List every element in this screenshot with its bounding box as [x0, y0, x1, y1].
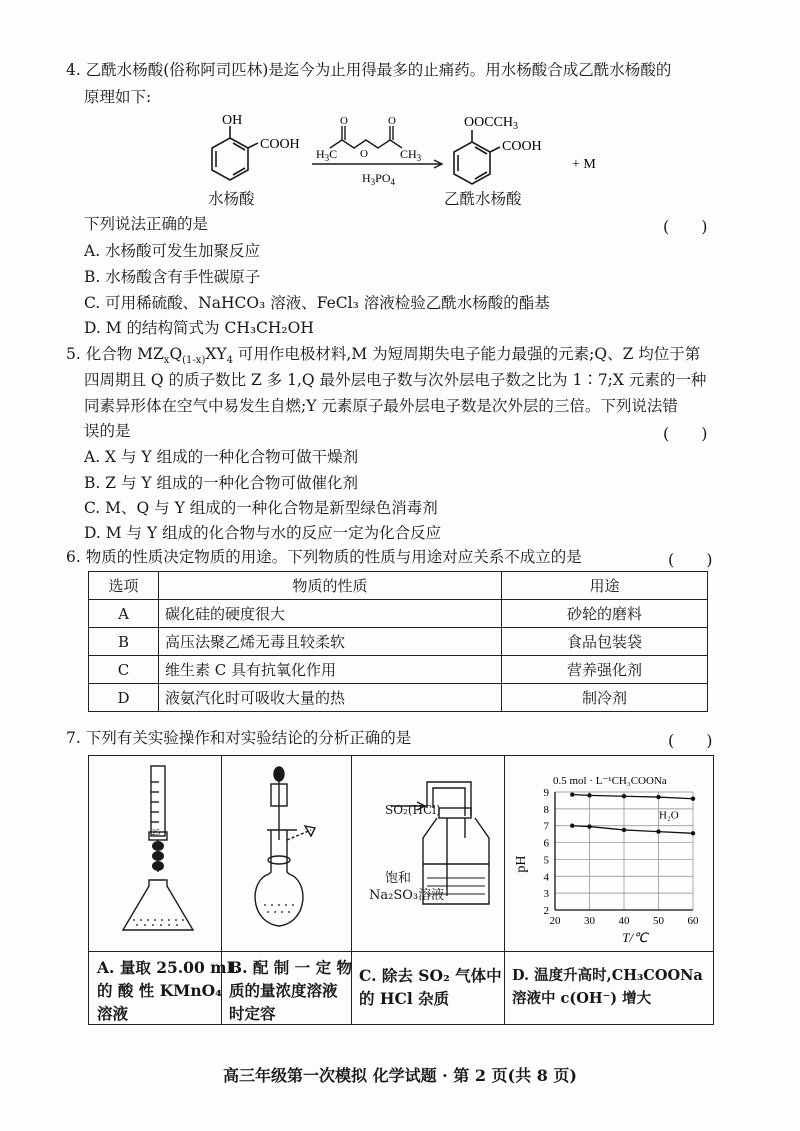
- header-option: 选项: [89, 572, 159, 600]
- product-cooh-label: COOH: [502, 139, 542, 154]
- table-row: [89, 628, 708, 656]
- row-c-option: C: [89, 656, 159, 684]
- q5-stem-line2: 四周期且 Q 的质子数比 Z 多 1,Q 最外层电子数与次外层电子数之比为 1∶7;X 元素的一种: [84, 371, 707, 389]
- q4-option-d[interactable]: D. M 的结构简式为 CH₃CH₂OH: [84, 319, 314, 337]
- row-b-property: 高压法聚乙烯无毒且较柔软: [159, 628, 502, 656]
- series-point-0: [587, 793, 591, 797]
- svg-text:O: O: [360, 148, 368, 160]
- row-d-use: 制冷剂: [502, 684, 708, 712]
- caption-d[interactable]: D. 温度升高时,CH₃COONa 溶液中 c(OH⁻) 增大: [512, 967, 703, 1007]
- y-tick-label: 4: [543, 871, 549, 884]
- reactant-oh-label: OH: [222, 113, 243, 128]
- series-point-0: [691, 797, 695, 801]
- svg-text:O: O: [388, 115, 396, 127]
- burette-flask-illustration: [109, 762, 209, 948]
- table-row: [89, 600, 708, 628]
- q5-stem-line3: 同素异形体在空气中易发生自燃;Y 元素原子最外层电子数是次外层的三倍。下列说法错: [84, 397, 678, 415]
- table-row: [89, 656, 708, 684]
- row-d-property: 液氨汽化时可吸收大量的热: [159, 684, 502, 712]
- q4-stem-line1: 4. 乙酰水杨酸(俗称阿司匹林)是迄今为止用得最多的止痛药。用水杨酸合成乙酰水杨酸的: [66, 61, 672, 79]
- caption-a[interactable]: A. 量取 25.00 mL 的 酸 性 KMnO₄ 溶液: [97, 958, 238, 1023]
- chart-ylabel: pH: [514, 855, 529, 873]
- q5-stem-line1: 5. 化合物 $MZ_xQ_{(1-x)}XY_4$ 可用作电极材料,M 为短周期失电子能力最强的元素;Q、Z 均位于第: [66, 345, 701, 367]
- q6-stem: 6. 物质的性质决定物质的用途。下列物质的性质与用途对应关系不成立的是: [66, 548, 582, 566]
- reactant-cooh-label: COOH: [260, 137, 300, 152]
- x-tick-label: 60: [687, 915, 699, 927]
- series-label-1: H₂O: [659, 809, 679, 822]
- y-tick-label: 8: [543, 803, 549, 816]
- x-tick-label: 50: [653, 915, 664, 927]
- page-footer: 高三年级第一次模拟 化学试题 · 第 2 页(共 8 页): [223, 1066, 577, 1085]
- reactant-name: 水杨酸: [208, 190, 255, 208]
- product-name: 乙酰水杨酸: [444, 190, 522, 208]
- y-tick-label: 2: [543, 905, 549, 917]
- series-point-1: [587, 824, 591, 828]
- reagent-right-label: $CH_3$: [400, 147, 422, 163]
- reagent-left-label: $H_3C$: [316, 147, 338, 163]
- x-tick-label: 20: [549, 915, 561, 927]
- svg-text:O: O: [340, 115, 348, 127]
- header-use: 用途: [502, 572, 708, 600]
- solution-label-1: 饱和: [385, 871, 412, 886]
- q7-stem: 7. 下列有关实验操作和对实验结论的分析正确的是: [66, 729, 412, 747]
- series-point-1: [656, 829, 660, 833]
- q5-option-a[interactable]: A. X 与 Y 组成的一种化合物可做干燥剂: [84, 448, 359, 466]
- q5-answer-paren[interactable]: ( ): [663, 424, 708, 443]
- q5-option-d[interactable]: D. M 与 Y 组成的化合物与水的反应一定为化合反应: [84, 524, 442, 542]
- q4-answer-paren[interactable]: ( ): [663, 217, 708, 236]
- row-a-option: A: [89, 600, 159, 628]
- header-property: 物质的性质: [159, 572, 502, 600]
- gas-inlet-label: SO₂(HCl): [385, 803, 441, 817]
- series-point-0: [622, 794, 626, 798]
- q7-figure-grid: [88, 755, 714, 1025]
- y-tick-label: 3: [543, 888, 549, 901]
- aspirin-structure: [454, 130, 500, 184]
- row-a-property: 碳化硅的硬度很大: [159, 600, 502, 628]
- salicylic-acid-structure: [212, 126, 258, 180]
- y-tick-label: 7: [543, 820, 549, 833]
- row-b-option: B: [89, 628, 159, 656]
- burette-mark: 25: [152, 828, 160, 837]
- series-point-0: [570, 792, 574, 796]
- ph-temperature-chart: [507, 760, 713, 948]
- gas-washing-bottle-illustration: [361, 768, 501, 948]
- q5-option-c[interactable]: C. M、Q 与 Y 组成的一种化合物是新型绿色消毒剂: [84, 499, 438, 517]
- row-b-use: 食品包装袋: [502, 628, 708, 656]
- q7-answer-paren[interactable]: ( ): [668, 731, 713, 750]
- q5-stem-line4: 误的是: [84, 422, 131, 440]
- q4-ask: 下列说法正确的是: [84, 215, 209, 233]
- q5-option-b[interactable]: B. Z 与 Y 组成的一种化合物可做催化剂: [84, 474, 359, 492]
- series-label-0: 0.5 mol · L⁻¹CH₃COONa: [553, 775, 667, 787]
- x-tick-label: 40: [618, 915, 630, 927]
- series-point-0: [656, 795, 660, 799]
- volumetric-flask-illustration: [241, 760, 341, 946]
- solution-label-2: Na₂SO₃溶液: [369, 888, 445, 903]
- row-d-option: D: [89, 684, 159, 712]
- q6-table: [88, 571, 708, 712]
- y-tick-label: 9: [543, 787, 549, 799]
- series-point-1: [622, 828, 626, 832]
- series-point-1: [691, 831, 695, 835]
- chart-xlabel: T/℃: [622, 930, 648, 945]
- row-c-use: 营养强化剂: [502, 656, 708, 684]
- row-c-property: 维生素 C 具有抗氧化作用: [159, 656, 502, 684]
- caption-c[interactable]: C. 除去 SO₂ 气体中 的 HCl 杂质: [359, 966, 502, 1008]
- q4-option-b[interactable]: B. 水杨酸含有手性碳原子: [84, 268, 261, 286]
- y-tick-label: 6: [543, 837, 549, 850]
- q4-stem-line2: 原理如下:: [84, 88, 152, 106]
- product-oocch3-label: $OOCCH_3$: [464, 115, 519, 132]
- plus-m-label: + M: [572, 157, 596, 172]
- row-a-use: 砂轮的磨料: [502, 600, 708, 628]
- table-header-row: [89, 572, 708, 600]
- table-row: [89, 684, 708, 712]
- series-point-1: [570, 824, 574, 828]
- q4-option-a[interactable]: A. 水杨酸可发生加聚反应: [84, 242, 261, 260]
- y-tick-label: 5: [543, 854, 549, 867]
- catalyst-label: $H_3PO_4$: [362, 171, 396, 187]
- x-tick-label: 30: [584, 915, 595, 927]
- q4-option-c[interactable]: C. 可用稀硫酸、NaHCO₃ 溶液、FeCl₃ 溶液检验乙酰水杨酸的酯基: [84, 294, 550, 312]
- q6-answer-paren[interactable]: ( ): [668, 550, 713, 569]
- caption-b[interactable]: B. 配 制 一 定 物 质的量浓度溶液 时定容: [229, 958, 352, 1023]
